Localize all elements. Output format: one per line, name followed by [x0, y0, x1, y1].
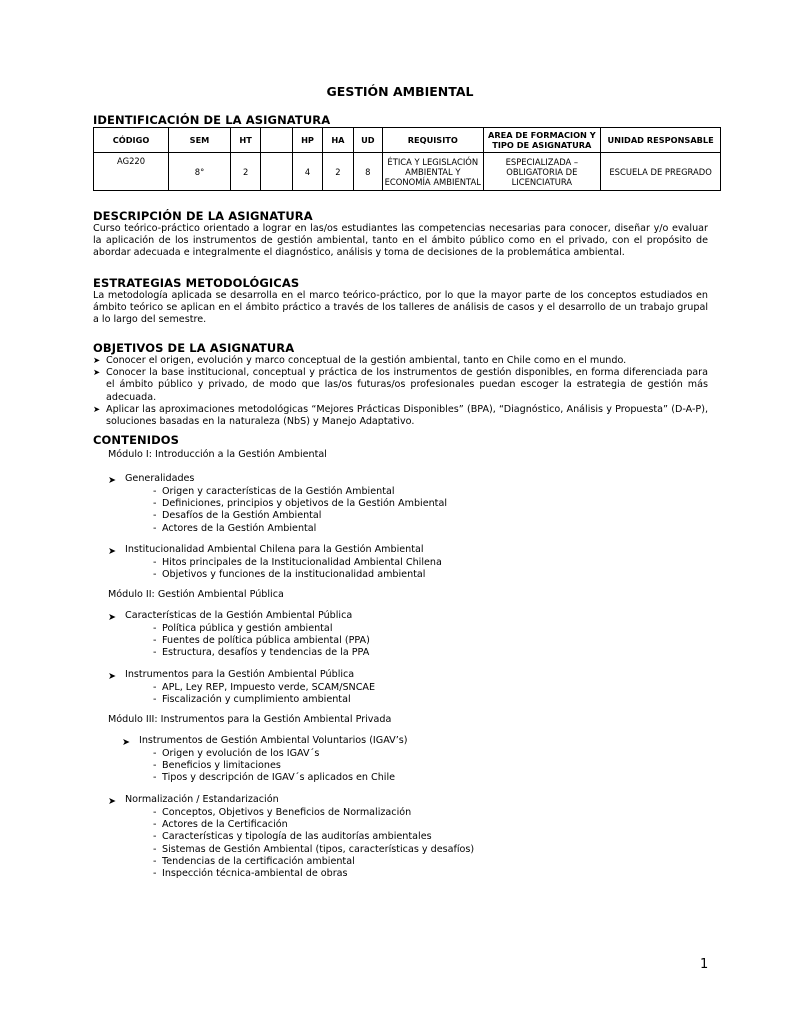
cell-unidad-responsable: ESCUELA DE PREGRADO: [601, 153, 721, 191]
arrow-bullet-icon: ➤: [122, 737, 131, 748]
list-item: - APL, Ley REP, Impuesto verde, SCAM/SNCAE: [153, 682, 375, 694]
list-item: ➤ Conocer la base institucional, conceptual y práctica de los instrumentos de gestión disponibles, en forma diferenciada para el ámbito público y privado, de modo que las/os futuras/os profesionales puedan escoger la estrategia de gestión más adecuada.: [93, 367, 708, 403]
modulo-3-group-2-list: [153, 807, 474, 880]
arrow-bullet-icon: ➤: [108, 671, 117, 682]
list-item: - Beneficios y limitaciones: [153, 760, 395, 772]
cell-sem: 8°: [169, 153, 231, 191]
cell-blank: [261, 153, 292, 191]
table-header-row: [94, 128, 721, 153]
modulo-3-group-2-title: Normalización / Estandarización: [125, 794, 279, 805]
list-item: ➤ Aplicar las aproximaciones metodológicas “Mejores Prácticas Disponibles” (BPA), “Diagnóstico, Análisis y Propuesta” (D-A-P), soluciones basadas en la naturaleza (NbS) y Manejo Adaptativo.: [93, 403, 708, 428]
descripcion-heading: DESCRIPCIÓN DE LA ASIGNATURA: [93, 209, 313, 223]
list-item: ➤ Conocer el origen, evolución y marco conceptual de la gestión ambiental, tanto en Chile como en el mundo.: [93, 355, 627, 366]
arrow-bullet-icon: ➤: [108, 475, 117, 486]
cell-ha: 2: [323, 153, 353, 191]
header-codigo: CÓDIGO: [94, 128, 169, 153]
modulo-2-group-1-list: [153, 623, 370, 660]
modulo-1-group-1-title: Generalidades: [125, 473, 195, 484]
list-item: - Definiciones, principios y objetivos de la Gestión Ambiental: [153, 498, 447, 510]
identificacion-table: [93, 127, 721, 191]
objetivos-heading: OBJETIVOS DE LA ASIGNATURA: [93, 341, 295, 355]
cell-requisito: ÉTICA Y LEGISLACIÓN AMBIENTAL Y ECONOMÍA AMBIENTAL: [383, 153, 483, 191]
modulo-1-group-2-list: [153, 557, 442, 581]
arrow-bullet-icon: ➤: [93, 356, 101, 366]
list-item: - Actores de la Certificación: [153, 819, 474, 831]
identificacion-heading: IDENTIFICACIÓN DE LA ASIGNATURA: [93, 113, 331, 127]
header-area-formacion: AREA DE FORMACION Y TIPO DE ASIGNATURA: [483, 128, 601, 153]
header-ud: UD: [353, 128, 382, 153]
modulo-3-group-1-title: Instrumentos de Gestión Ambiental Voluntarios (IGAV’s): [139, 735, 408, 746]
list-item: - Política pública y gestión ambiental: [153, 623, 370, 635]
contenidos-heading: CONTENIDOS: [93, 433, 180, 447]
page-number: 1: [700, 957, 709, 972]
modulo-2-group-2-title: Instrumentos para la Gestión Ambiental Pública: [125, 669, 355, 680]
list-item: - Desafíos de la Gestión Ambiental: [153, 510, 447, 522]
modulo-2-group-1-title: Características de la Gestión Ambiental Pública: [125, 610, 353, 621]
header-hp: HP: [292, 128, 322, 153]
list-item: - Actores de la Gestión Ambiental: [153, 523, 447, 535]
list-item: - Sistemas de Gestión Ambiental (tipos, características y desafíos): [153, 844, 474, 856]
descripcion-text: Curso teórico-práctico orientado a lograr en las/os estudiantes las competencias necesarias para conocer, diseñar y/o evaluar la aplicación de los instrumentos de gestión ambiental, tanto en el ámbito público como en el privado, con el propósito de abordar adecuada e integralmente el diagnóstico, análisis y toma de decisiones de la problemática ambiental.: [93, 223, 708, 259]
cell-hp: 4: [292, 153, 322, 191]
header-requisito: REQUISITO: [383, 128, 483, 153]
modulo-2-title: Módulo II: Gestión Ambiental Pública: [108, 589, 284, 600]
list-item: - Fiscalización y cumplimiento ambiental: [153, 694, 375, 706]
list-item: - Hitos principales de la Institucionalidad Ambiental Chilena: [153, 557, 442, 569]
modulo-1-title: Módulo I: Introducción a la Gestión Ambiental: [108, 449, 327, 460]
cell-codigo: AG220: [94, 153, 169, 191]
header-unidad-responsable: UNIDAD RESPONSABLE: [601, 128, 721, 153]
objetivos-list: [93, 355, 708, 428]
list-item: - Inspección técnica-ambiental de obras: [153, 868, 474, 880]
list-item: - Tipos y descripción de IGAV´s aplicados en Chile: [153, 772, 395, 784]
list-item: - Características y tipología de las auditorías ambientales: [153, 831, 474, 843]
table-row: [94, 153, 721, 191]
header-sem: SEM: [169, 128, 231, 153]
arrow-bullet-icon: ➤: [108, 612, 117, 623]
cell-ud: 8: [353, 153, 382, 191]
list-item: - Objetivos y funciones de la institucionalidad ambiental: [153, 569, 442, 581]
modulo-3-group-1-list: [153, 748, 395, 785]
cell-ht: 2: [230, 153, 260, 191]
estrategias-heading: ESTRATEGIAS METODOLÓGICAS: [93, 276, 300, 290]
modulo-3-title: Módulo III: Instrumentos para la Gestión Ambiental Privada: [108, 714, 392, 725]
header-blank: [261, 128, 292, 153]
arrow-bullet-icon: ➤: [93, 368, 101, 379]
list-item: - Conceptos, Objetivos y Beneficios de Normalización: [153, 807, 474, 819]
list-item: - Origen y evolución de los IGAV´s: [153, 748, 395, 760]
arrow-bullet-icon: ➤: [108, 546, 117, 557]
modulo-2-group-2-list: [153, 682, 375, 706]
cell-area-formacion: ESPECIALIZADA – OBLIGATORIA DE LICENCIATURA: [483, 153, 601, 191]
arrow-bullet-icon: ➤: [93, 404, 101, 415]
header-ht: HT: [230, 128, 260, 153]
list-item: - Origen y características de la Gestión Ambiental: [153, 486, 447, 498]
list-item: - Tendencias de la certificación ambiental: [153, 856, 474, 868]
modulo-1-group-2-title: Institucionalidad Ambiental Chilena para la Gestión Ambiental: [125, 544, 424, 555]
list-item: - Estructura, desafíos y tendencias de la PPA: [153, 647, 370, 659]
list-item: - Fuentes de política pública ambiental (PPA): [153, 635, 370, 647]
arrow-bullet-icon: ➤: [108, 796, 117, 807]
document-title: GESTIÓN AMBIENTAL: [326, 84, 474, 99]
estrategias-text: La metodología aplicada se desarrolla en el marco teórico-práctico, por lo que la mayor parte de los conceptos estudiados en ámbito teórico se aplican en el ámbito práctico a través de los talleres de análisis de casos y el desarrollo de un trabajo grupal a lo largo del semestre.: [93, 290, 708, 326]
header-ha: HA: [323, 128, 353, 153]
modulo-1-group-1-list: [153, 486, 447, 535]
